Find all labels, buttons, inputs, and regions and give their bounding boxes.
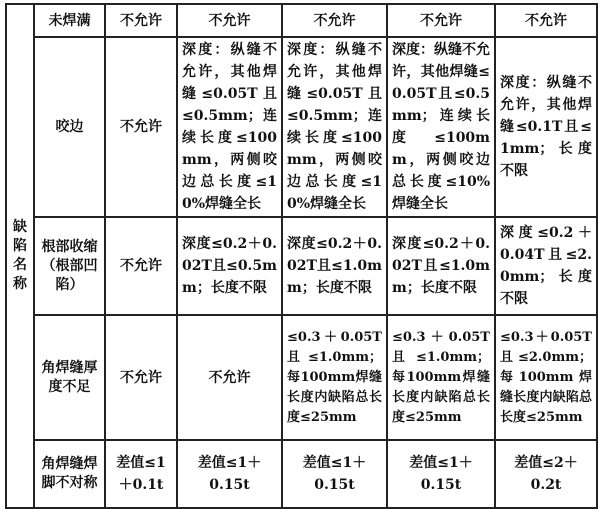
level-cell: 不允许 (177, 4, 282, 37)
defect-name-cell: 角焊缝厚度不足 (34, 315, 105, 440)
criteria-cell: 深度：纵缝不允许，其他焊缝≤0.05T且≤0.5mm；连续长度≤100mm，两侧咬边总长度≤10%焊缝全长 (282, 37, 387, 217)
criteria-cell: 深度≤0.2＋0.02T且≤0.5mm；长度不限 (177, 217, 282, 315)
criteria-cell: 差值≤1＋0.1t (105, 440, 177, 508)
side-header-label: 缺陷名称 (13, 219, 27, 292)
criteria-cell: 深度≤0.2＋0.02T且≤1.0mm；长度不限 (282, 217, 387, 315)
table-row (6, 4, 597, 37)
defect-name-cell: 角焊缝焊脚不对称 (34, 440, 105, 508)
weld-defect-table (5, 3, 598, 509)
criteria-cell: 深度≤0.2＋0.04T且≤2.0mm；长度不限 (495, 217, 597, 315)
defect-name-cell: 根部收缩（根部凹陷） (34, 217, 105, 315)
criteria-cell: 差值≤1＋0.15t (387, 440, 495, 508)
level-cell: 不允许 (495, 4, 597, 37)
criteria-cell: 差值≤1＋0.15t (282, 440, 387, 508)
defect-name-cell: 咬边 (34, 37, 105, 217)
defect-name-cell: 未焊满 (34, 4, 105, 37)
table-row (6, 37, 597, 217)
criteria-cell: ≤0.3＋0.05T且≤2.0mm；每100mm焊缝长度内缺陷总长度≤25mm (495, 315, 597, 440)
criteria-cell: 深度≤0.2＋0.02T且≤1.0mm；长度不限 (387, 217, 495, 315)
criteria-cell: ≤0.3＋0.05T且≤1.0mm；每100mm焊缝长度内缺陷总长度≤25mm (282, 315, 387, 440)
table-row (6, 440, 597, 508)
criteria-cell: 深度：纵缝不允许，其他焊缝≤0.05T且≤0.5mm；连续长度≤100mm，两侧咬边总长度≤10%焊缝全长 (177, 37, 282, 217)
criteria-cell: ≤0.3＋0.05T且≤1.0mm；每100mm焊缝长度内缺陷总长度≤25mm (387, 315, 495, 440)
criteria-cell: 不允许 (105, 217, 177, 315)
level-cell: 不允许 (282, 4, 387, 37)
table-row (6, 217, 597, 315)
criteria-cell: 深度：纵缝不允许，其他焊缝≤0.1T且≤1mm；长度不限 (495, 37, 597, 217)
level-cell: 不允许 (387, 4, 495, 37)
criteria-cell: 差值≤1＋0.15t (177, 440, 282, 508)
criteria-cell: 深度：纵缝不允许，其他焊缝≤0.05T且≤0.5mm；连续长度≤100mm，两侧咬边总长度≤10%焊缝全长 (387, 37, 495, 217)
side-header-cell (6, 4, 34, 508)
criteria-cell: 不允许 (105, 37, 177, 217)
table-row (6, 315, 597, 440)
level-cell: 不允许 (105, 4, 177, 37)
criteria-cell: 差值≤2＋0.2t (495, 440, 597, 508)
criteria-cell: 不允许 (177, 315, 282, 440)
criteria-cell: 不允许 (105, 315, 177, 440)
